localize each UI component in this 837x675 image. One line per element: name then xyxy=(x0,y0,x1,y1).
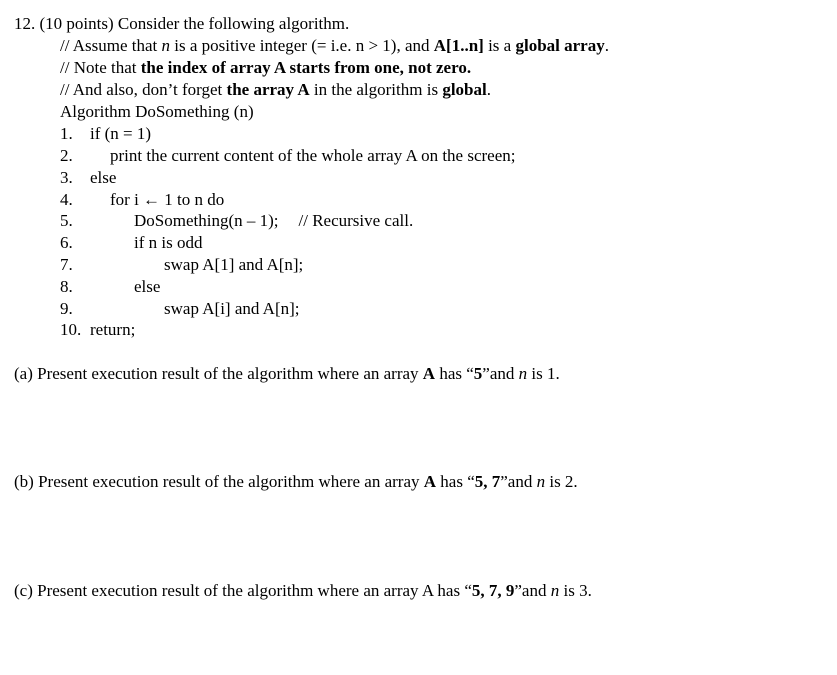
algo-line-5: 5. DoSomething(n – 1); // Recursive call. xyxy=(60,211,414,230)
algo-line-9: 9. swap A[i] and A[n]; xyxy=(60,299,300,318)
part-a: (a) Present execution result of the algorithm where an array A has “5”and n is 1. xyxy=(14,364,560,383)
recursive-comment: // Recursive call. xyxy=(298,211,414,230)
algo-line-8: 8. else xyxy=(60,277,161,296)
algo-line-10: 10. return; xyxy=(60,320,136,339)
part-b: (b) Present execution result of the algorithm where an array A has “5, 7”and n is 2. xyxy=(14,472,578,491)
question-intro: Consider the following algorithm. xyxy=(117,14,350,33)
comment-line-3: // And also, don’t forget the array A in the algorithm is global. xyxy=(60,80,491,99)
part-c: (c) Present execution result of the algorithm where an array A has “5, 7, 9”and n is 3. xyxy=(14,581,592,600)
algo-line-4: 4. for i ← 1 to n do xyxy=(60,190,225,209)
question-number: 12. xyxy=(14,14,36,33)
algo-line-1: 1. if (n = 1) xyxy=(60,124,152,143)
question-heading xyxy=(14,14,349,34)
algorithm-header: Algorithm DoSomething (n) xyxy=(60,102,254,121)
comment-line-2: // Note that the index of array A starts from one, not zero. xyxy=(60,58,472,77)
algo-line-7: 7. swap A[1] and A[n]; xyxy=(60,255,304,274)
algo-line-6: 6. if n is odd xyxy=(60,233,203,252)
algo-line-2: 2. print the current content of the whole array A on the screen; xyxy=(60,146,516,165)
question-points: (10 points) xyxy=(39,14,114,33)
algo-line-3: 3. else xyxy=(60,168,117,187)
comment-line-1: // Assume that n is a positive integer (= i.e. n > 1), and A[1..n] is a global array. xyxy=(60,36,609,55)
